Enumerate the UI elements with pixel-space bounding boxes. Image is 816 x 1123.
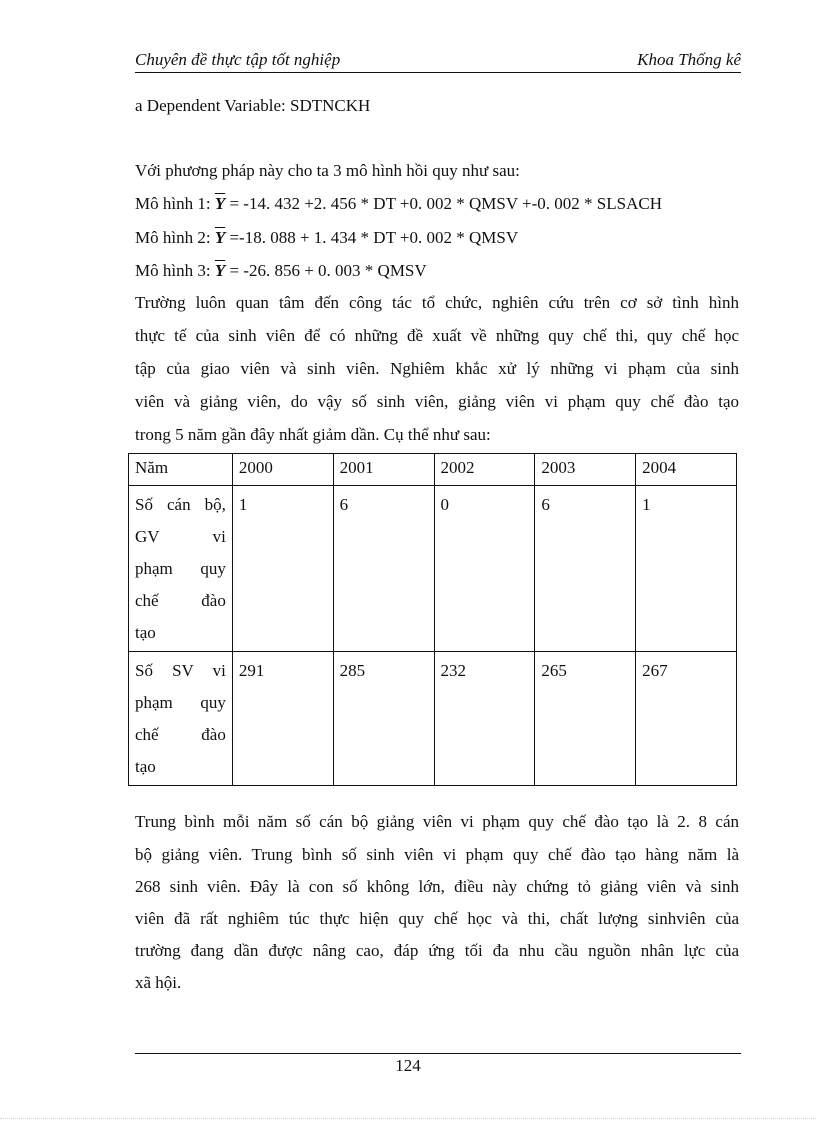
table-cell: 267 (636, 652, 737, 786)
dependent-variable-note: a Dependent Variable: SDTNCKH (135, 96, 371, 115)
row-label-line: tạo (135, 623, 156, 642)
footer-divider (135, 1053, 741, 1054)
paragraph-1-line: viên và giảng viên, do vậy số sinh viên, giảng viên vi phạm quy chế đào tạo (135, 392, 739, 411)
paragraph-1-line: trong 5 năm gần đây nhất giảm dần. Cụ thể như sau: (135, 425, 491, 444)
table-cell: 1 (232, 486, 333, 652)
paragraph-2-line: trường đang dần được nâng cao, đáp ứng tối đa nhu cầu nguồn nhân lực của (135, 941, 739, 960)
header-title: Chuyên đề thực tập tốt nghiệp (135, 50, 341, 69)
model-equation: = -14. 432 +2. 456 * DT +0. 002 * QMSV +-0. 002 * SLSACH (225, 194, 662, 213)
table-cell: 0 (434, 486, 535, 652)
model-equation: =-18. 088 + 1. 434 * DT +0. 002 * QMSV (225, 228, 519, 247)
paragraph-1-line: thực tế của sinh viên để có những đề xuất về những quy chế thi, quy chế học (135, 326, 739, 345)
table-header-cell: Năm (129, 454, 233, 486)
violations-table (128, 453, 737, 786)
paragraph-2-line: viên đã rất nghiêm túc thực hiện quy chế học và thi, chất lượng sinhviên của (135, 909, 739, 928)
paragraph-2-line: Trung bình mỗi năm số cán bộ giảng viên vi phạm quy chế đào tạo là 2. 8 cán (135, 812, 739, 831)
page-number: 124 (395, 1056, 421, 1075)
table-cell: 6 (333, 486, 434, 652)
model-label: Mô hình 2: (135, 228, 215, 247)
table-header-cell: 2001 (333, 454, 434, 486)
table-header-cell: 2002 (434, 454, 535, 486)
model-equation: = -26. 856 + 0. 003 * QMSV (225, 261, 427, 280)
row-label-line: GV vi (135, 527, 226, 546)
page-header (135, 48, 741, 73)
paragraph-2-line: xã hội. (135, 973, 182, 992)
y-bar-symbol: $\overline{Y}$ (214, 194, 226, 213)
row-label-line: Số cán bộ, (135, 495, 226, 514)
table-row (129, 486, 737, 652)
model-2 (135, 228, 518, 248)
paragraph-1-line: Trường luôn quan tâm đến công tác tổ chức, nghiên cứu trên cơ sở tình hình (135, 293, 739, 312)
row-label-line: phạm quy (135, 693, 226, 712)
paragraph-2-line: 268 sinh viên. Đây là con số không lớn, điều này chứng tỏ giảng viên và sinh (135, 877, 739, 896)
row-label-line: chế đào (135, 725, 226, 744)
table-cell: 232 (434, 652, 535, 786)
table-cell: 1 (636, 486, 737, 652)
paragraph-2-line: bộ giảng viên. Trung bình số sinh viên vi phạm quy chế đào tạo hàng năm là (135, 845, 739, 864)
y-bar-symbol: $\overline{Y}$ (214, 261, 226, 280)
table-header-row (129, 454, 737, 486)
paragraph-1-line: tập của giao viên và sinh viên. Nghiêm khắc xử lý những vi phạm của sinh (135, 359, 739, 378)
row-label-cell (129, 486, 233, 652)
table-cell: 6 (535, 486, 636, 652)
page-bottom-edge (0, 1118, 816, 1119)
table-cell: 291 (232, 652, 333, 786)
model-label: Mô hình 1: (135, 194, 215, 213)
models-intro: Với phương pháp này cho ta 3 mô hình hồi quy như sau: (135, 161, 520, 180)
table-header-cell: 2003 (535, 454, 636, 486)
table-row (129, 652, 737, 786)
row-label-cell (129, 652, 233, 786)
table-header-cell: 2004 (636, 454, 737, 486)
row-label-line: tạo (135, 757, 156, 776)
table-cell: 285 (333, 652, 434, 786)
table-header-cell: 2000 (232, 454, 333, 486)
model-label: Mô hình 3: (135, 261, 215, 280)
table-cell: 265 (535, 652, 636, 786)
model-3 (135, 261, 427, 281)
row-label-line: chế đào (135, 591, 226, 610)
row-label-line: Số SV vi (135, 661, 226, 680)
row-label-line: phạm quy (135, 559, 226, 578)
header-faculty: Khoa Thống kê (637, 50, 741, 69)
y-bar-symbol: $\overline{Y}$ (214, 228, 226, 247)
model-1 (135, 194, 662, 214)
